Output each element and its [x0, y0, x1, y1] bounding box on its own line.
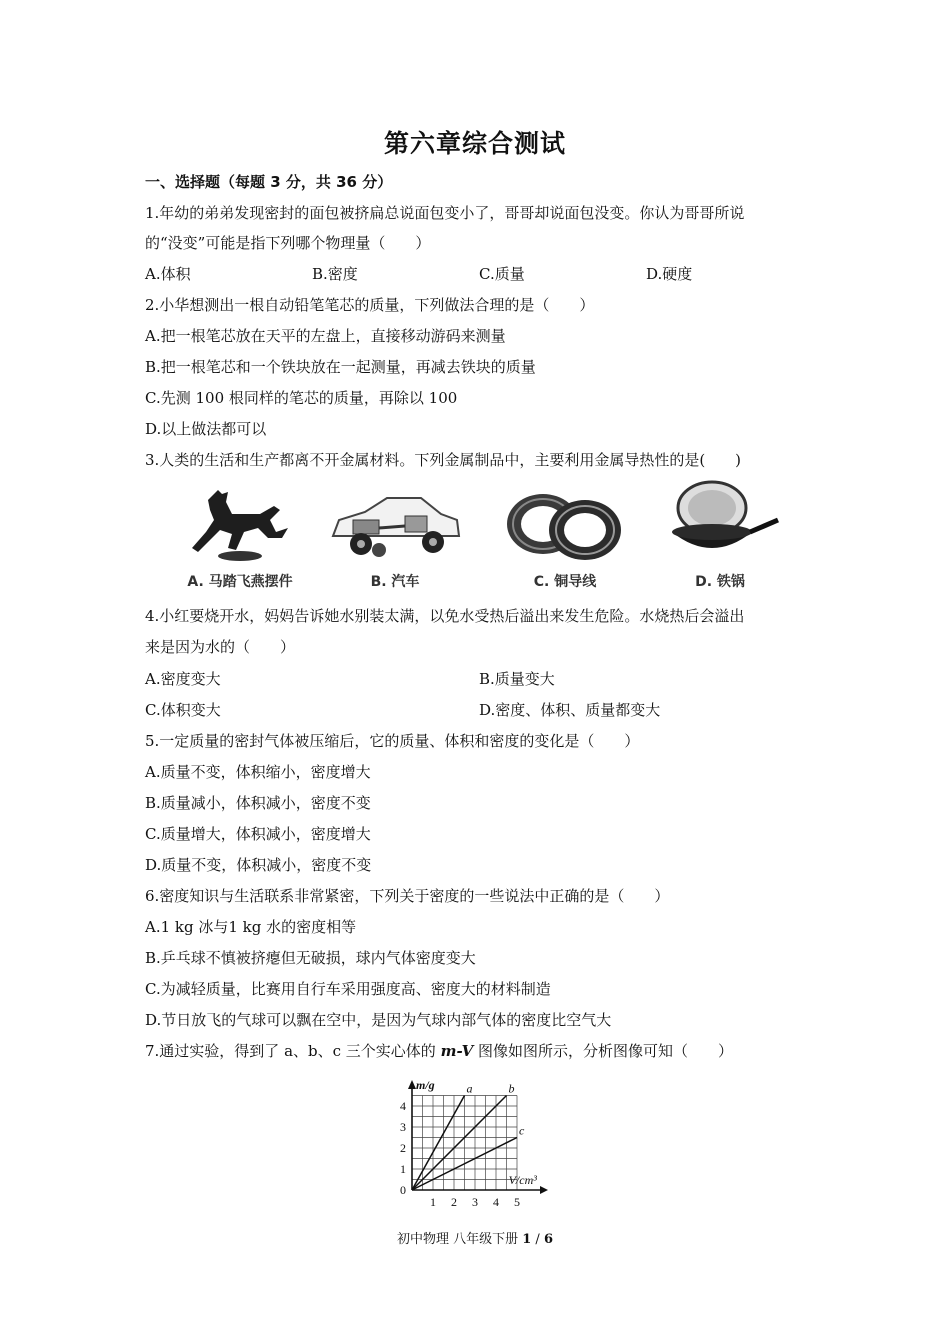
q3-text: 3.人类的生活和生产都离不开金属材料。下列金属制品中，主要利用金属导热性的是( )	[145, 451, 742, 469]
q3-caption-d: D. 铁锅	[695, 574, 745, 590]
q7-text-pre: 7.通过实验，得到了 a、b、c 三个实心体的	[145, 1042, 441, 1060]
q1-option-a: A.体积	[145, 265, 191, 283]
q2-option-b: B.把一根笔芯和一个铁块放在一起测量，再减去铁块的质量	[145, 358, 536, 376]
mv-graph	[372, 1075, 562, 1210]
footer-total: 6	[543, 1232, 553, 1247]
origin-label: 0	[400, 1183, 406, 1197]
x-axis-label: V/cm³	[508, 1173, 537, 1187]
q6-text: 6.密度知识与生活联系非常紧密，下列关于密度的一些说法中正确的是（ ）	[145, 887, 670, 905]
q5-option-c: C.质量增大，体积减小，密度增大	[145, 825, 371, 843]
car-icon	[325, 480, 465, 570]
q1-text-line2: 的“没变”可能是指下列哪个物理量（ ）	[145, 234, 431, 252]
q3-caption-a: A. 马踏飞燕摆件	[187, 574, 293, 590]
series-label-c: c	[519, 1123, 525, 1138]
q1-text-line1: 1.年幼的弟弟发现密封的面包被挤扁总说面包变小了，哥哥却说面包没变。你认为哥哥所说	[145, 204, 745, 222]
q6-option-a: A.1 kg 冰与1 kg 水的密度相等	[145, 918, 357, 936]
q3-image-wire	[495, 480, 635, 595]
x-tick-label: 1	[430, 1195, 436, 1209]
q4-option-b: B.质量变大	[479, 670, 555, 688]
y-axis-label: m/g	[416, 1078, 435, 1092]
q3-image-horse	[170, 480, 310, 595]
q1-option-d: D.硬度	[646, 265, 693, 283]
q4-option-d: D.密度、体积、质量都变大	[479, 701, 661, 719]
q2-text: 2.小华想测出一根自动铅笔笔芯的质量，下列做法合理的是（ ）	[145, 296, 595, 314]
q3-caption-b: B. 汽车	[370, 574, 420, 590]
q5-option-a: A.质量不变，体积缩小，密度增大	[145, 763, 371, 781]
q4-option-a: A.密度变大	[145, 670, 221, 688]
q6-option-b: B.乒乓球不慎被挤瘪但无破损，球内气体密度变大	[145, 949, 476, 967]
q3-image-options	[170, 480, 790, 595]
page-title: 第六章综合测试	[383, 129, 566, 158]
q3-caption-c: C. 铜导线	[533, 574, 597, 590]
q3-image-car	[325, 480, 465, 595]
footer-subject: 初中物理 八年级下册	[396, 1232, 523, 1247]
series-line-b	[412, 1096, 507, 1191]
x-tick-label: 3	[472, 1195, 478, 1209]
page-footer	[0, 1228, 950, 1247]
x-tick-label: 2	[451, 1195, 457, 1209]
series-label-b: b	[508, 1081, 515, 1096]
q4-text-line2: 来是因为水的（ ）	[145, 638, 296, 656]
x-axis-arrow	[540, 1186, 548, 1194]
q3-image-wok	[650, 480, 790, 595]
q5-option-d: D.质量不变，体积减小，密度不变	[145, 856, 372, 874]
q7-text-post: 图像如图所示，分析图像可知（ ）	[473, 1042, 734, 1060]
x-tick-label: 4	[493, 1195, 499, 1209]
footer-sep: /	[531, 1232, 544, 1247]
q5-option-b: B.质量减小，体积减小，密度不变	[145, 794, 371, 812]
q6-option-d: D.节日放飞的气球可以飘在空中，是因为气球内部气体的密度比空气大	[145, 1011, 612, 1029]
copper-wire-coil-icon	[495, 480, 635, 570]
x-tick-label: 5	[514, 1195, 520, 1209]
q1-option-b: B.密度	[312, 265, 358, 283]
graph-grid	[412, 1096, 517, 1191]
q5-text: 5.一定质量的密封气体被压缩后，它的质量、体积和密度的变化是（ ）	[145, 732, 640, 750]
series-line-a	[412, 1096, 465, 1191]
y-tick-label: 3	[400, 1120, 406, 1134]
q7-text	[145, 1041, 733, 1061]
q4-text-line1: 4.小红要烧开水，妈妈告诉她水别装太满，以免水受热后溢出来发生危险。水烧热后会溢出	[145, 607, 745, 625]
y-tick-label: 2	[400, 1141, 406, 1155]
q7-text-em: m-V	[440, 1042, 474, 1060]
y-tick-label: 4	[400, 1099, 406, 1113]
q1-option-c: C.质量	[479, 265, 525, 283]
section-heading: 一、选择题（每题 3 分，共 36 分）	[145, 173, 393, 191]
bronze-horse-icon	[170, 480, 310, 570]
mv-graph-svg	[372, 1075, 562, 1210]
iron-wok-icon	[650, 480, 790, 570]
y-tick-label: 1	[400, 1162, 406, 1176]
footer-page: 1	[522, 1232, 532, 1247]
q2-option-d: D.以上做法都可以	[145, 420, 267, 438]
q6-option-c: C.为减轻质量，比赛用自行车采用强度高、密度大的材料制造	[145, 980, 551, 998]
y-axis-arrow	[408, 1080, 416, 1089]
series-label-a: a	[466, 1081, 473, 1096]
q4-option-c: C.体积变大	[145, 701, 221, 719]
q2-option-a: A.把一根笔芯放在天平的左盘上，直接移动游码来测量	[145, 327, 506, 345]
q2-option-c: C.先测 100 根同样的笔芯的质量，再除以 100	[145, 389, 458, 407]
